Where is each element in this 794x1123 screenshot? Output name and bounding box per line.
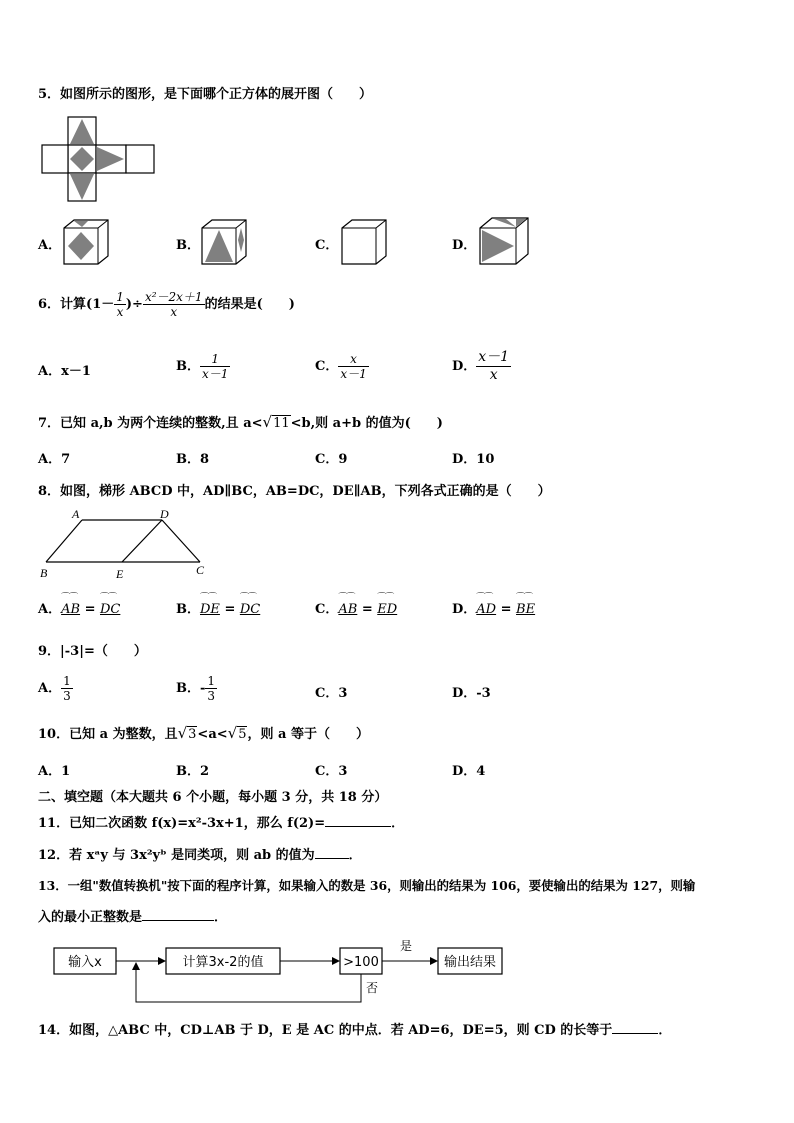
q6-frac1-num: 1	[116, 290, 124, 304]
q6-optc-den: x－1	[340, 367, 367, 381]
q8-opt-b-right: DC	[239, 602, 261, 617]
q10-radical-1: √3	[177, 724, 197, 742]
q6-pre: 6．计算(1－	[38, 297, 115, 312]
q10-option-c: C．3	[315, 764, 348, 779]
q5-option-a-cube	[60, 218, 112, 268]
q6-mid: )÷	[125, 297, 143, 312]
q10-radical-2: √5	[227, 724, 247, 742]
q5-option-b-cube	[198, 218, 250, 268]
q8-opt-b-label: B．	[176, 602, 200, 617]
q8-opt-c-arc-2	[377, 598, 397, 617]
q9-option-b	[176, 670, 217, 708]
q13-line-2	[38, 906, 227, 925]
q10-stem	[38, 723, 369, 742]
q14-stem	[38, 1019, 671, 1038]
q7-option-a: A．7	[38, 452, 71, 467]
q8-opt-c-arc-1	[338, 598, 357, 617]
q10-option-d: D．4	[452, 764, 486, 779]
q6-stem	[38, 286, 295, 324]
q6-option-c-label: C．	[315, 359, 339, 374]
q8-trapezoid-figure	[38, 506, 210, 584]
q13-text: 入的最小正整数是	[38, 910, 143, 925]
q7-radical: √11	[262, 413, 290, 431]
q8-opt-c-right: ED	[377, 602, 398, 617]
q8-opt-d-right: BE	[516, 602, 536, 617]
q8-label-e: E	[116, 567, 124, 581]
flow-yes: 是	[400, 939, 413, 953]
q9-option-a	[38, 670, 73, 708]
q10-pre: 10．已知 a 为整数，且	[38, 727, 178, 742]
flow-input: 输入x	[68, 955, 102, 970]
q5-stem: 5．如图所示的图形，是下面哪个正方体的展开图（ ）	[38, 87, 373, 102]
q8-label-a: A	[72, 507, 80, 521]
q10-post: ，则 a 等于（ ）	[247, 727, 369, 742]
flow-no: 否	[366, 981, 379, 995]
flow-output: 输出结果	[443, 955, 497, 970]
q8-opt-a-right: DC	[100, 602, 121, 617]
q8-option-c: C．⌒⌒ AB = ⌒⌒ ED	[315, 598, 397, 617]
q13-flowchart	[52, 936, 512, 1008]
q13-end: ．	[214, 910, 228, 925]
q5-option-c-label: C．	[315, 238, 339, 253]
q10-option-a: A．1	[38, 764, 71, 779]
q6-option-b-fraction	[200, 352, 230, 381]
q6-optb-den: x－1	[202, 367, 229, 381]
q8-label-d: D	[160, 507, 169, 521]
q6-optd-den: x	[489, 367, 498, 383]
q6-option-b	[176, 348, 230, 386]
q8-opt-b-left: DE	[200, 602, 220, 617]
q8-option-b: B．⌒⌒ DE = ⌒⌒ DC	[176, 598, 260, 617]
q6-fraction-2	[143, 290, 205, 319]
q8-opt-a-arc-1	[61, 598, 80, 617]
q6-option-c	[315, 348, 369, 386]
q6-frac2-num: x²－2x＋1	[144, 290, 203, 304]
q6-option-a: A．x－1	[38, 364, 91, 379]
q9-optb-den: 3	[207, 689, 216, 703]
q9-optb-num: 1	[207, 674, 216, 688]
q6-frac2-den: x	[170, 305, 178, 319]
q13-line-1: 13．一组"数值转换机"按下面的程序计算，如果输入的数是 36，则输出的结果为 106，要使输出的结果为 127，则输	[38, 878, 696, 893]
q10-mid: <a<	[197, 727, 228, 742]
q9-opta-den: 3	[63, 689, 71, 703]
q8-opt-a-arc-2	[100, 598, 120, 617]
q6-option-d-label: D．	[452, 359, 477, 374]
q8-opt-d-left: AD	[476, 602, 497, 617]
q8-option-d: D．⌒⌒ AD = ⌒⌒ BE	[452, 598, 535, 617]
q10-radicand-2: 5	[238, 727, 247, 742]
q6-option-b-label: B．	[176, 359, 200, 374]
q6-option-c-fraction	[338, 352, 368, 381]
q8-opt-d-arc-2	[516, 598, 535, 617]
q8-opt-b-arc-2	[240, 598, 260, 617]
q7-pre: 7．已知 a,b 为两个连续的整数,且 a<	[38, 416, 263, 431]
q12-text: 12．若 xᵃy 与 3x²yᵇ 是同类项，则 ab 的值为	[38, 848, 315, 863]
q11-text: 11．已知二次函数 f(x)=x²-3x+1，那么 f(2)=	[38, 816, 326, 831]
q11-stem	[38, 812, 404, 831]
q6-optb-num: 1	[200, 352, 230, 367]
q6-optc-num: x	[338, 352, 368, 367]
q7-option-d: D．10	[452, 452, 495, 467]
q14-answer-blank[interactable]	[612, 1033, 658, 1034]
q8-option-a: A．⌒⌒ AB = ⌒⌒ DC	[38, 598, 120, 617]
q9-option-d: D．-3	[452, 686, 491, 701]
section-2-heading: 二、填空题（本大题共 6 个小题，每小题 3 分，共 18 分）	[38, 790, 388, 805]
q5-option-a-label: A．	[38, 238, 62, 253]
q5-cube-net-figure	[40, 113, 158, 205]
q9-option-b-label: B．-	[176, 681, 206, 696]
q7-option-c: C．9	[315, 452, 348, 467]
q9-option-a-fraction	[61, 674, 73, 703]
q8-label-c: C	[196, 563, 205, 577]
q14-text: 14．如图，△ABC 中，CD⊥AB 于 D，E 是 AC 的中点．若 AD=6，DE=5，则 CD 的长等于	[38, 1023, 613, 1038]
q12-stem	[38, 844, 362, 863]
q6-optd-num: x－1	[478, 349, 510, 365]
q11-end: ．	[391, 816, 405, 831]
q7-option-b: B．8	[176, 452, 210, 467]
q7-radicand: 11	[273, 416, 290, 431]
q8-opt-d-arc-1	[476, 598, 496, 617]
q14-end: ．	[658, 1023, 672, 1038]
q10-option-b: B．2	[176, 764, 210, 779]
q5-option-c-cube	[338, 218, 390, 268]
q10-radicand-1: 3	[188, 727, 197, 742]
q9-option-c: C．3	[315, 686, 348, 701]
q8-opt-b-arc-1	[200, 598, 220, 617]
q7-stem	[38, 412, 443, 431]
q11-answer-blank[interactable]	[325, 826, 391, 827]
q5-option-d-cube	[476, 216, 532, 268]
q12-end: ．	[348, 848, 362, 863]
q6-option-d	[452, 348, 511, 386]
q8-opt-a-label: A．	[38, 602, 62, 617]
flow-compute: 计算3x-2的值	[182, 955, 264, 970]
flow-condition: >100	[343, 955, 379, 970]
q8-opt-a-left: AB	[61, 602, 81, 617]
q6-option-d-fraction	[476, 349, 511, 384]
q9-option-b-fraction	[205, 674, 217, 703]
q12-answer-blank[interactable]	[315, 858, 349, 859]
q9-stem: 9．|-3|=（ ）	[38, 644, 147, 659]
q8-label-b: B	[40, 566, 48, 580]
q6-post: 的结果是( )	[204, 297, 295, 312]
q5-option-d-label: D．	[452, 238, 477, 253]
q8-stem: 8．如图，梯形 ABCD 中，AD∥BC，AB=DC，DE∥AB，下列各式正确的是（ ）	[38, 484, 551, 499]
q8-opt-d-label: D．	[452, 602, 477, 617]
q9-option-a-label: A．	[38, 681, 62, 696]
q8-opt-c-label: C．	[315, 602, 339, 617]
q9-opta-num: 1	[63, 674, 71, 688]
q8-opt-c-left: AB	[338, 602, 358, 617]
q6-frac1-den: x	[116, 305, 124, 319]
q7-post: <b,则 a+b 的值为( )	[290, 416, 443, 431]
q6-fraction-1	[114, 290, 126, 319]
q13-answer-blank[interactable]	[142, 920, 214, 921]
q5-option-b-label: B．	[176, 238, 200, 253]
